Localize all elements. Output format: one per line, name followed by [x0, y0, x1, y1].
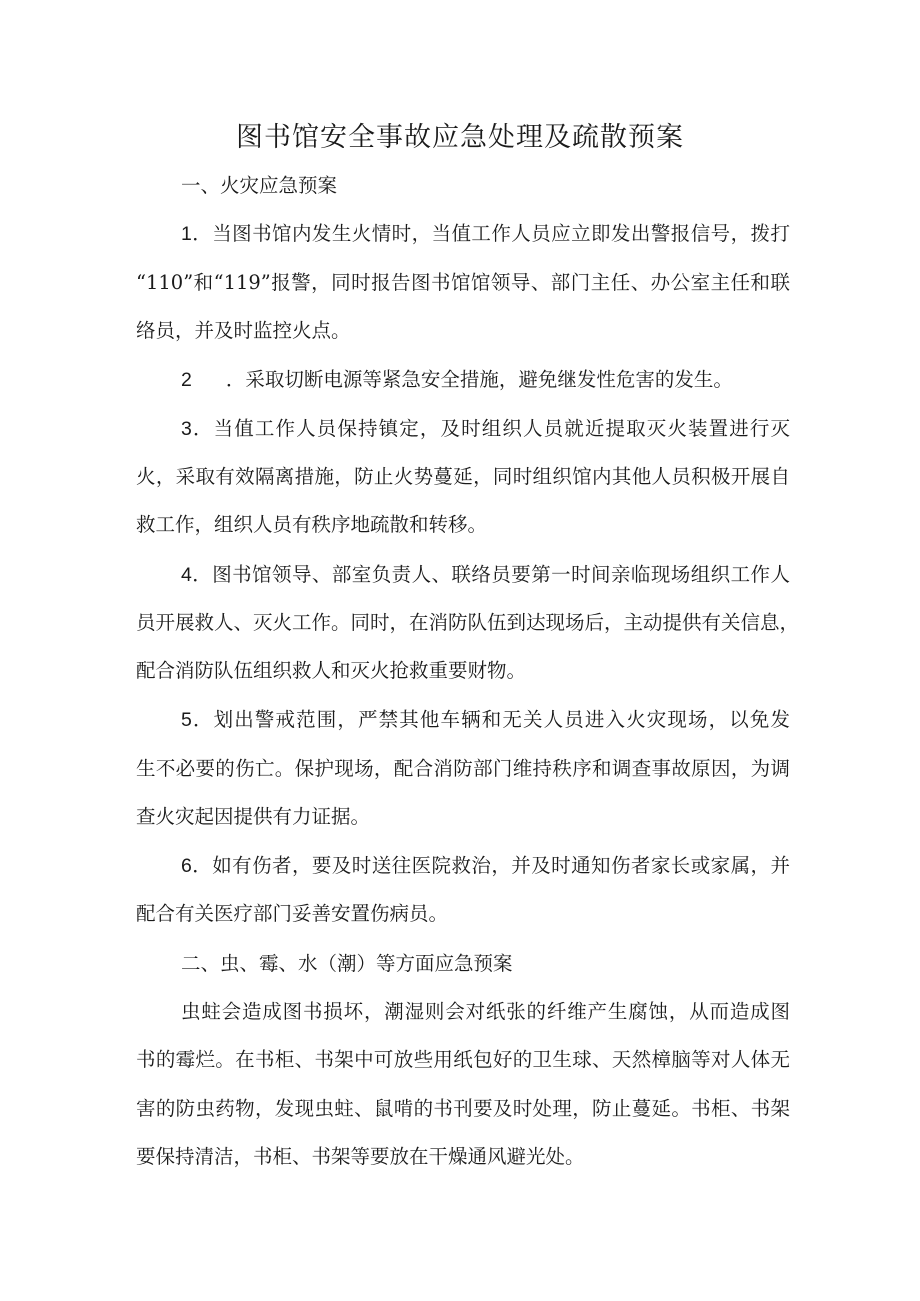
- item-4-number: 4: [181, 564, 192, 586]
- item-3-text-1: ．当值工作人员保持镇定，及时组织人员就近提取灭火装置进行灭: [191, 417, 790, 440]
- item-4-text-1: ．图书馆领导、部室负责人、联络员要第一时间亲临现场组织工作人: [191, 563, 790, 586]
- item-4-line-1: [181, 560, 790, 590]
- item-5-line-1: [181, 705, 790, 735]
- item-6-number: 6: [181, 855, 192, 877]
- item-1-line-2: “110”和“119”报警，同时报告图书馆馆领导、部门主任、办公室主任和联: [136, 271, 790, 294]
- item-4-line-3: 配合消防队伍组织救人和灭火抢救重要财物。: [136, 659, 527, 682]
- item-2-text-1: ．采取切断电源等紧急安全措施，避免继发性危害的发生。: [225, 368, 733, 391]
- item-1-number: 1: [181, 223, 192, 245]
- item-5-number: 5: [181, 709, 192, 731]
- item-3-number: 3: [181, 418, 192, 440]
- section-heading-fire: 一、火灾应急预案: [181, 174, 338, 197]
- item-6-line-1: [181, 851, 790, 881]
- item-2-line-1: [181, 365, 733, 395]
- section-heading-pests: 二、虫、霉、水（潮）等方面应急预案: [181, 952, 513, 975]
- item-5-line-3: 查火灾起因提供有力证据。: [136, 805, 371, 828]
- item-3-line-2: 火，采取有效隔离措施，防止火势蔓延，同时组织馆内其他人员积极开展自: [136, 465, 790, 488]
- section-2-para-line-3: 害的防虫药物，发现虫蛀、鼠啃的书刊要及时处理，防止蔓延。书柜、书架: [136, 1097, 790, 1120]
- document-title: 图书馆安全事故应急处理及疏散预案: [236, 122, 684, 153]
- item-5-text-1: ．划出警戒范围，严禁其他车辆和无关人员进入火灾现场，以免发: [191, 708, 790, 731]
- section-2-para-line-4: 要保持清洁，书柜、书架等要放在干燥通风避光处。: [136, 1145, 585, 1168]
- item-3-line-1: [181, 414, 790, 444]
- item-2-number: 2: [181, 369, 192, 391]
- item-1-text-1: ．当图书馆内发生火情时，当值工作人员应立即发出警报信号，拨打: [191, 222, 790, 245]
- section-2-para-line-1: 虫蛀会造成图书损坏，潮湿则会对纸张的纤维产生腐蚀，从而造成图: [181, 1000, 790, 1023]
- item-1-line-1: [181, 219, 790, 249]
- item-4-line-2: 员开展救人、灭火工作。同时，在消防队伍到达现场后，主动提供有关信息，: [136, 611, 800, 634]
- section-2-para-line-2: 书的霉烂。在书柜、书架中可放些用纸包好的卫生球、天然樟脑等对人体无: [136, 1048, 790, 1071]
- item-1-line-3: 络员，并及时监控火点。: [136, 319, 351, 342]
- item-6-line-2: 配合有关医疗部门妥善安置伤病员。: [136, 902, 449, 925]
- item-6-text-1: ．如有伤者，要及时送往医院救治，并及时通知伤者家长或家属，并: [191, 854, 790, 877]
- item-3-line-3: 救工作，组织人员有秩序地疏散和转移。: [136, 513, 488, 536]
- item-5-line-2: 生不必要的伤亡。保护现场，配合消防部门维持秩序和调查事故原因，为调: [136, 757, 790, 780]
